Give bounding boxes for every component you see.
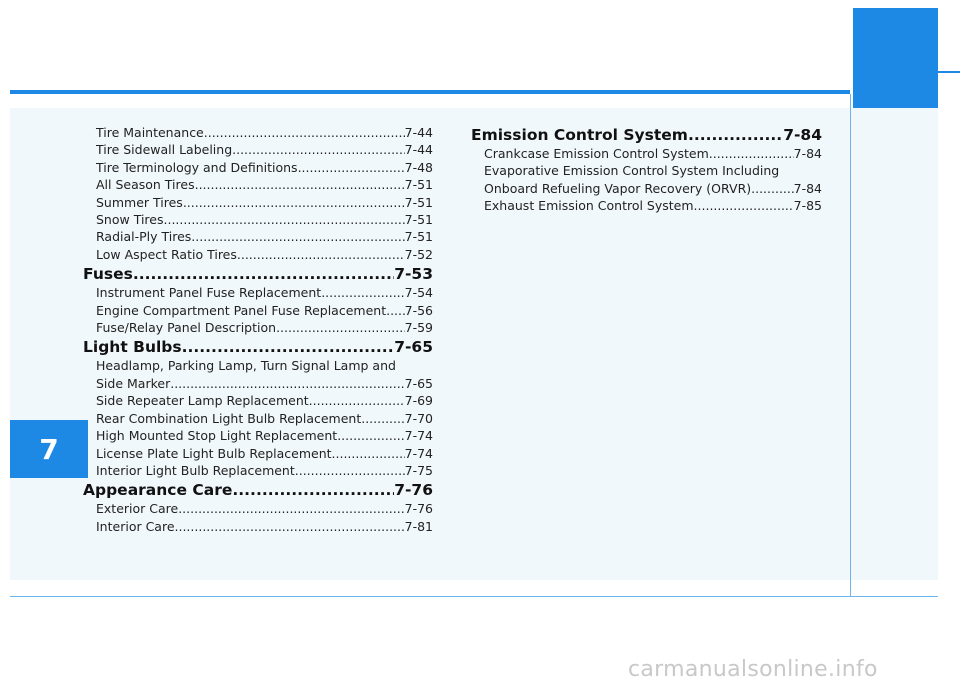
toc-entry[interactable] bbox=[83, 246, 433, 263]
toc-section-entry[interactable] bbox=[83, 337, 433, 357]
toc-entry-title: All Season Tires bbox=[96, 177, 195, 193]
toc-entry-title: Rear Combination Light Bulb Replacement bbox=[96, 410, 362, 426]
dot-leader bbox=[232, 480, 394, 500]
header-rule bbox=[10, 90, 850, 94]
toc-entry-page: 7-74 bbox=[404, 445, 433, 461]
toc-entry[interactable] bbox=[83, 141, 433, 158]
toc-entry-title: Low Aspect Ratio Tires bbox=[96, 246, 237, 262]
toc-entry-page: 7-65 bbox=[394, 338, 433, 357]
toc-entry-title: Evaporative Emission Control System Including bbox=[484, 163, 780, 179]
toc-entry-page: 7-52 bbox=[404, 246, 433, 262]
toc-entry-page: 7-85 bbox=[793, 198, 822, 214]
dot-leader bbox=[298, 159, 405, 176]
toc-entry[interactable] bbox=[83, 462, 433, 479]
toc-entry[interactable] bbox=[83, 392, 433, 409]
toc-entry[interactable] bbox=[83, 445, 433, 462]
dot-leader bbox=[175, 518, 405, 535]
toc-entry-title: Tire Terminology and Definitions bbox=[96, 159, 298, 175]
toc-entry-page: 7-51 bbox=[404, 212, 433, 228]
toc-entry[interactable] bbox=[83, 284, 433, 301]
toc-entry-title: Summer Tires bbox=[96, 194, 183, 210]
toc-entry[interactable] bbox=[83, 427, 433, 444]
dot-leader bbox=[332, 445, 405, 462]
toc-entry-page: 7-84 bbox=[793, 146, 822, 161]
toc-entry-page: 7-53 bbox=[394, 265, 433, 284]
toc-entry-title: Fuse/Relay Panel Description bbox=[96, 320, 277, 336]
toc-section-entry[interactable] bbox=[471, 125, 822, 145]
dot-leader bbox=[232, 141, 404, 158]
toc-entry-page: 7-59 bbox=[404, 320, 433, 336]
tab-rule bbox=[938, 71, 960, 73]
toc-entry-page: 7-84 bbox=[793, 180, 822, 196]
dot-leader bbox=[191, 228, 404, 245]
watermark: carmanualsonline.info bbox=[628, 657, 878, 682]
toc-entry[interactable] bbox=[83, 176, 433, 193]
toc-entry-page: 7-81 bbox=[404, 518, 433, 534]
toc-entry[interactable] bbox=[471, 162, 822, 179]
toc-entry-page: 7-51 bbox=[404, 229, 433, 245]
toc-entry-title: Snow Tires bbox=[96, 212, 164, 228]
toc-entry-page: 7-44 bbox=[404, 125, 433, 140]
toc-entry-title: Crankcase Emission Control System bbox=[484, 146, 709, 161]
margin-divider bbox=[850, 94, 851, 597]
toc-entry-title: Interior Care bbox=[96, 518, 175, 534]
toc-entry-page: 7-70 bbox=[404, 410, 433, 426]
toc-entry-title: High Mounted Stop Light Replacement bbox=[96, 428, 338, 444]
toc-entry-title: Onboard Refueling Vapor Recovery (ORVR) bbox=[484, 180, 752, 196]
toc-entry-title: Tire Sidewall Labeling bbox=[96, 142, 233, 158]
toc-entry-title: Emission Control System bbox=[471, 126, 688, 144]
dot-leader bbox=[182, 337, 395, 357]
toc-entry-title: Side Marker bbox=[96, 375, 171, 391]
toc-entry-page: 7-69 bbox=[404, 393, 433, 409]
toc-entry-title: Instrument Panel Fuse Replacement bbox=[96, 285, 322, 301]
toc-entry-title: License Plate Light Bulb Replacement bbox=[96, 445, 332, 461]
dot-leader bbox=[709, 145, 794, 162]
dot-leader bbox=[276, 319, 405, 336]
toc-entry-title: Engine Compartment Panel Fuse Replacement bbox=[96, 302, 387, 318]
toc-entry[interactable] bbox=[83, 518, 433, 535]
toc-entry-page: 7-75 bbox=[404, 462, 433, 478]
dot-leader bbox=[361, 410, 404, 427]
dot-leader bbox=[295, 462, 405, 479]
toc-entry[interactable] bbox=[471, 180, 822, 197]
dot-leader bbox=[195, 176, 405, 193]
dot-leader bbox=[204, 124, 405, 141]
toc-entry[interactable] bbox=[83, 194, 433, 211]
dot-leader bbox=[337, 427, 404, 444]
toc-entry[interactable] bbox=[83, 410, 433, 427]
toc-entry-title: Tire Maintenance bbox=[96, 125, 204, 140]
toc-entry-title: Exhaust Emission Control System bbox=[484, 198, 694, 214]
toc-entry-page: 7-76 bbox=[394, 481, 433, 500]
toc-right-column bbox=[471, 124, 822, 215]
dot-leader bbox=[178, 500, 404, 517]
dot-leader bbox=[688, 125, 783, 145]
chapter-tab bbox=[853, 8, 938, 108]
toc-section-entry[interactable] bbox=[83, 264, 433, 284]
toc-entry[interactable] bbox=[83, 302, 433, 319]
toc-entry-page: 7-84 bbox=[783, 126, 822, 144]
toc-entry-page: 7-51 bbox=[404, 177, 433, 193]
toc-entry[interactable] bbox=[83, 228, 433, 245]
toc-entry-title: Exterior Care bbox=[96, 501, 179, 517]
toc-entry[interactable] bbox=[83, 375, 433, 392]
toc-entry[interactable] bbox=[83, 319, 433, 336]
dot-leader bbox=[164, 211, 405, 228]
dot-leader bbox=[170, 375, 404, 392]
toc-entry[interactable] bbox=[83, 357, 433, 374]
dot-leader bbox=[133, 264, 394, 284]
toc-entry-page: 7-56 bbox=[404, 302, 433, 318]
toc-entry[interactable] bbox=[83, 211, 433, 228]
toc-entry[interactable] bbox=[471, 197, 822, 214]
dot-leader bbox=[694, 197, 794, 214]
toc-entry-page: 7-65 bbox=[404, 375, 433, 391]
toc-entry-title: Interior Light Bulb Replacement bbox=[96, 462, 295, 478]
toc-entry-page: 7-74 bbox=[404, 428, 433, 444]
toc-entry[interactable] bbox=[471, 145, 822, 162]
toc-left-column bbox=[83, 124, 433, 535]
toc-entry-page: 7-76 bbox=[404, 501, 433, 517]
chapter-number: 7 bbox=[39, 432, 59, 466]
toc-entry-title: Radial-Ply Tires bbox=[96, 229, 192, 245]
footer-rule bbox=[10, 596, 938, 597]
toc-entry[interactable] bbox=[83, 159, 433, 176]
dot-leader bbox=[386, 302, 405, 319]
toc-entry-title: Appearance Care bbox=[83, 481, 233, 500]
toc-entry[interactable] bbox=[83, 124, 433, 141]
toc-entry-page: 7-51 bbox=[404, 194, 433, 210]
toc-entry-title: Fuses bbox=[83, 265, 133, 284]
toc-entry-title: Light Bulbs bbox=[83, 338, 182, 357]
toc-entry-page: 7-48 bbox=[404, 159, 433, 175]
dot-leader bbox=[237, 246, 405, 263]
toc-entry[interactable] bbox=[83, 500, 433, 517]
toc-section-entry[interactable] bbox=[83, 480, 433, 500]
dot-leader bbox=[321, 284, 404, 301]
dot-leader bbox=[183, 194, 405, 211]
toc-entry-page: 7-54 bbox=[404, 285, 433, 301]
chapter-badge bbox=[10, 420, 88, 478]
toc-entry-title: Headlamp, Parking Lamp, Turn Signal Lamp and bbox=[96, 358, 396, 374]
toc-entry-title: Side Repeater Lamp Replacement bbox=[96, 393, 309, 409]
toc-entry-page: 7-44 bbox=[404, 142, 433, 158]
dot-leader bbox=[751, 180, 793, 197]
dot-leader bbox=[309, 392, 405, 409]
